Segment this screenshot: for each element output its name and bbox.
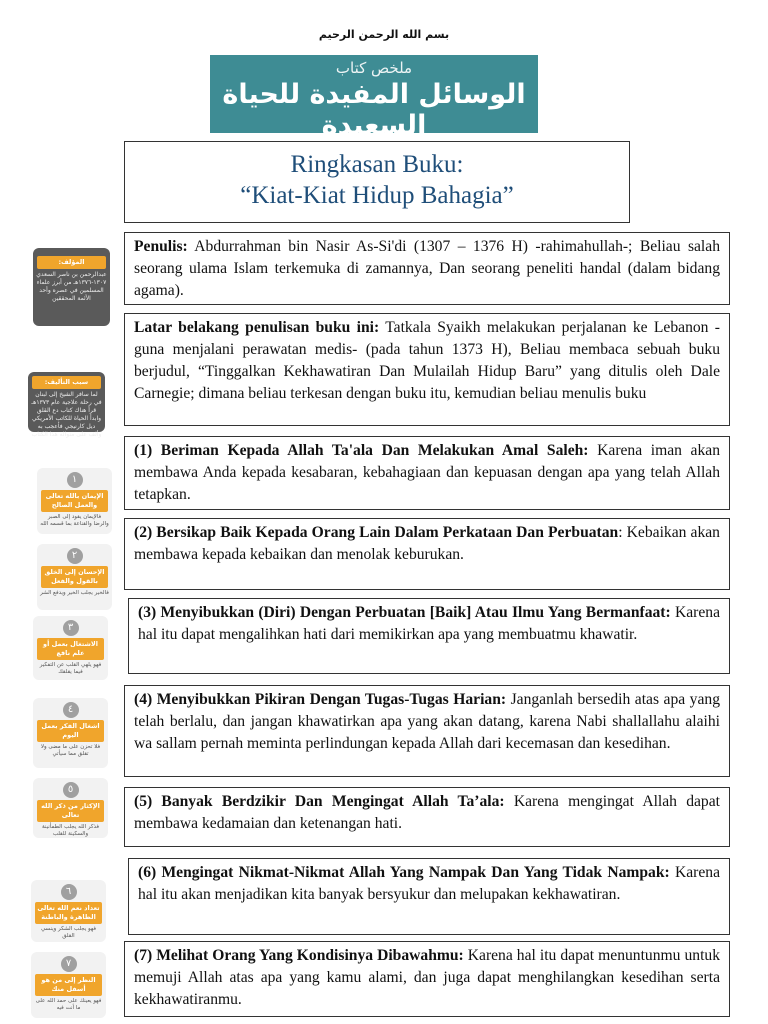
block-label: (1) Beriman Kepada Allah Ta'ala Dan Melakukan Amal Saleh: xyxy=(134,442,589,459)
card-number: ٥ xyxy=(63,782,79,798)
point-5-box xyxy=(124,787,730,847)
card-desc: عبدالرحمن بن ناصر السعدي ١٣٠٧-١٣٧٦هـ من أبرز علماء المسلمين في عصره وأحد الأئمة المحققين xyxy=(36,271,107,302)
title-line-2: “Kiat-Kiat Hidup Bahagia” xyxy=(240,182,514,209)
card-tag: الإكثار من ذكر الله تعالى xyxy=(37,800,104,822)
card-tag: الإحسان إلى الخلق بالقول والفعل xyxy=(41,566,108,588)
banner-subtitle: ملخص كتاب xyxy=(335,59,413,77)
block-label: (7) Melihat Orang Yang Kondisinya Dibawahmu: xyxy=(134,947,464,964)
card-number: ٤ xyxy=(63,702,79,718)
card-tag: المؤلف: xyxy=(37,256,106,269)
card-desc: لما سافر الشيخ إلى لبنان في رحلة علاجية عام ١٣٧٣هـ قرأ هناك كتاب دع القلق وابدأ الحياة للكاتب الأمريكي ديل كارنيجي فأعجب به وألف على منواله هذا الكتاب xyxy=(31,391,102,438)
block-label: (6) Mengingat Nikmat-Nikmat Allah Yang Nampak Dan Yang Tidak Nampak: xyxy=(138,864,670,881)
block-text: Karena iman akan membawa Anda kepada kesabaran, kebahagiaan dan kepuasan dengan apa yang telah Allah tetapkan. xyxy=(134,442,720,503)
point-6-box xyxy=(128,858,730,935)
card-tag: سبب التأليف: xyxy=(32,376,101,389)
card-tag: النظر إلى من هو أسفل منك xyxy=(35,974,102,996)
block-text: Tatkala Syaikh melakukan perjalanan ke Lebanon -guna menjalani perawatan medis- (pada tahun 1373 H), Beliau membaca sebuah buku berjudul, “Tinggalkan Kekhawatiran Dan Mulailah Hidup Baru” yang ditulis oleh Dale Carnegie; dimana beliau terkesan dengan buku itu, kemudian beliau menulis buku xyxy=(134,319,720,402)
sidebar-card-5 xyxy=(33,778,108,838)
block-label: (4) Menyibukkan Pikiran Dengan Tugas-Tugas Harian: xyxy=(134,691,507,708)
title-line-1: Ringkasan Buku: xyxy=(290,151,464,178)
author-box xyxy=(124,232,730,305)
page-title xyxy=(124,141,630,223)
block-label: (5) Banyak Berdzikir Dan Mengingat Allah Ta’ala: xyxy=(134,793,505,810)
card-tag: تعداد نعم الله تعالى الظاهرة والباطنة xyxy=(35,902,102,924)
card-tag: الإيمان بالله تعالى والعمل الصالح xyxy=(41,490,108,512)
sidebar-card-6 xyxy=(31,880,106,942)
card-desc: فالخير يجلب الخير ويدفع الشر xyxy=(40,590,109,596)
card-number: ٦ xyxy=(61,884,77,900)
point-1-box xyxy=(124,436,730,510)
block-label: Latar belakang penulisan buku ini: xyxy=(134,319,380,336)
sidebar-card-2 xyxy=(37,544,112,610)
sidebar-card-3 xyxy=(33,616,108,680)
book-title-banner xyxy=(210,55,538,141)
card-number: ٧ xyxy=(61,956,77,972)
sidebar-card-4 xyxy=(33,698,108,768)
point-2-box xyxy=(124,518,730,590)
background-box xyxy=(124,313,730,426)
card-tag: اشغال الفكر بعمل اليوم xyxy=(37,720,104,742)
point-4-box xyxy=(124,685,730,777)
sidebar-card-reason xyxy=(28,372,105,438)
card-desc: فالإيمان يقود إلى الصبر والرضا والقناعة بما قسمه الله xyxy=(40,514,109,527)
card-desc: فلا تحزن على ما مضى ولا تقلق مما سيأتي xyxy=(40,744,101,757)
banner-title: الوسائل المفيدة للحياة السعيدة xyxy=(222,79,526,141)
block-label: (2) Bersikap Baik Kepada Orang Lain Dalam Perkataan Dan Perbuatan xyxy=(134,524,619,541)
card-number: ٢ xyxy=(67,548,83,564)
card-number: ٣ xyxy=(63,620,79,636)
block-text: Janganlah bersedih atas apa yang telah berlalu, dan jangan khawatirkan apa yang akan datang, karena Nabi shallallahu alaihi wa sallam pernah meminta perlindungan kepada Allah dari kecemasan dan kesedihan. xyxy=(134,691,720,752)
block-text: Karena hal itu dapat mengalihkan hati dari memikirkan apa yang membuatmu khawatir. xyxy=(138,604,720,643)
card-desc: فهو يعينك على حمد الله على ما أنت فيه xyxy=(35,998,102,1011)
sidebar-card-1 xyxy=(37,468,112,534)
card-number: ١ xyxy=(67,472,83,488)
card-desc: فهو يجلب الشكر وينسي القلق xyxy=(40,926,97,939)
card-desc: فذكر الله يجلب الطمأنينة والسكينة للقلب xyxy=(41,824,100,837)
point-3-box xyxy=(128,598,730,674)
card-desc: فهو يلهي القلب عن التفكير فيما يقلقك xyxy=(39,662,102,675)
basmala-heading: بسم الله الرحمن الرحيم xyxy=(318,28,450,41)
block-label: Penulis: xyxy=(134,238,188,255)
block-text: Abdurrahman bin Nasir As-Si'di (1307 – 1376 H) -rahimahullah-; Beliau salah seorang ulama Islam terkemuka di zamannya, Dan seorang peneliti handal (dalam bidang agama). xyxy=(134,238,720,299)
sidebar-card-author xyxy=(33,248,110,326)
block-text: : Kebaikan akan membawa kepada kebaikan dan menolak keburukan. xyxy=(134,524,720,563)
block-text: Karena hal itu akan menjadikan kita banyak bersyukur dan melupakan kekhawatiran. xyxy=(138,864,720,903)
block-text: Karena mengingat Allah dapat membawa kedamaian dan ketenangan hati. xyxy=(134,793,720,832)
block-text: Karena hal itu dapat menuntunmu untuk memuji Allah atas apa yang kamu alami, dan juga dapat menghilangkan kesedihan serta kekhawatiranmu. xyxy=(134,947,720,1008)
sidebar-card-7 xyxy=(31,952,106,1018)
block-label: (3) Menyibukkan (Diri) Dengan Perbuatan [Baik] Atau Ilmu Yang Bermanfaat: xyxy=(138,604,671,621)
point-7-box xyxy=(124,941,730,1017)
card-tag: الاشتغال بعمل أو علم نافع xyxy=(37,638,104,660)
